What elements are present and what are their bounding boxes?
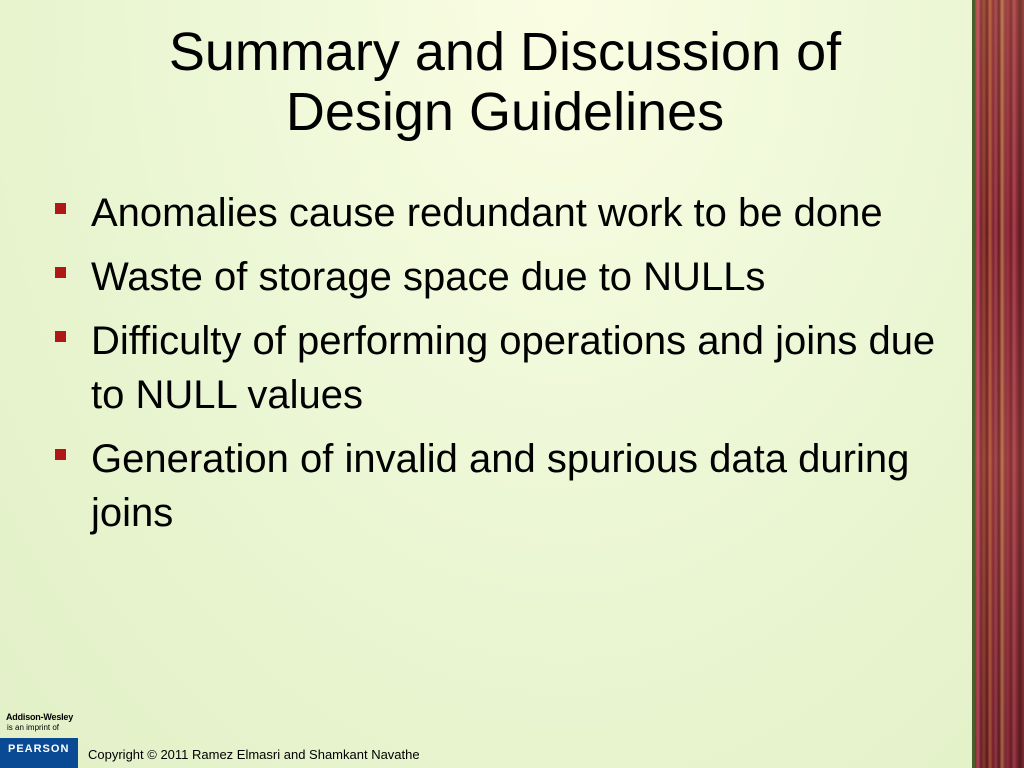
- pearson-logo: [0, 738, 78, 768]
- bullet-text: Generation of invalid and spurious data during joins: [91, 437, 910, 535]
- decorative-side-strip: [972, 0, 1024, 768]
- bullet-text: Anomalies cause redundant work to be done: [91, 191, 883, 235]
- pearson-label: PEARSON: [8, 743, 70, 755]
- square-bullet-icon: [55, 203, 66, 214]
- copyright-notice: Copyright © 2011 Ramez Elmasri and Shamkant Navathe: [88, 747, 420, 762]
- publisher-name: Addison-Wesley: [6, 712, 74, 722]
- bullet-item: [55, 250, 970, 304]
- title-line-2: Design Guidelines: [285, 82, 725, 142]
- bullet-item: [55, 186, 970, 240]
- square-bullet-icon: [55, 267, 66, 278]
- bullet-item: [55, 432, 970, 540]
- bullet-list: [55, 186, 970, 550]
- bullet-item: [55, 314, 970, 422]
- publisher-logo: [0, 712, 78, 768]
- square-bullet-icon: [55, 331, 66, 342]
- title-line-1: Summary and Discussion of: [168, 22, 842, 82]
- square-bullet-icon: [55, 449, 66, 460]
- slide-title: [40, 22, 970, 142]
- imprint-note: is an imprint of: [7, 723, 60, 732]
- bullet-text: Difficulty of performing operations and joins due to NULL values: [91, 319, 936, 417]
- bullet-text: Waste of storage space due to NULLs: [91, 255, 766, 299]
